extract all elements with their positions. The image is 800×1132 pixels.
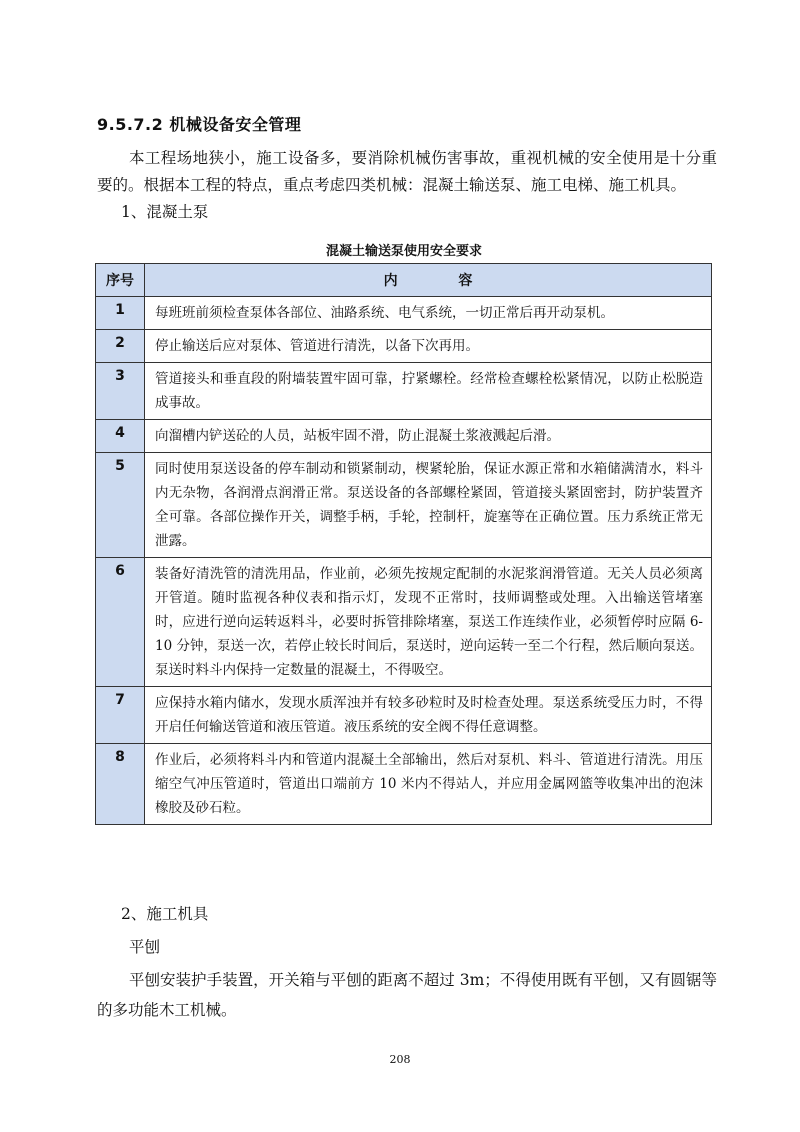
header-content: 内 容 <box>145 264 712 297</box>
row-content: 向溜槽内铲送砼的人员，站板牢固不滑，防止混凝土浆液溅起后滑。 <box>145 420 712 453</box>
table-row <box>96 420 712 453</box>
row-content: 管道接头和垂直段的附墙装置牢固可靠，拧紧螺栓。经常检查螺栓松紧情况，以防止松脱造成事故。 <box>145 363 712 420</box>
table-header-row <box>96 264 712 297</box>
safety-requirements-table <box>95 263 712 825</box>
table-row <box>96 687 712 744</box>
row-content: 每班班前须检查泵体各部位、油路系统、电气系统，一切正常后再开动泵机。 <box>145 297 712 330</box>
row-number: 1 <box>96 297 145 330</box>
planer-paragraph: 平刨安装护手装置，开关箱与平刨的距离不超过 3m；不得使用既有平刨，又有圆锯等的多功能木工机械。 <box>97 971 717 1019</box>
row-content: 同时使用泵送设备的停车制动和锁紧制动，楔紧轮胎，保证水源正常和水箱储满清水，料斗内无杂物，各润滑点润滑正常。泵送设备的各部螺栓紧固，管道接头紧固密封，防护装置齐全可靠。各部位操作开关，调整手柄，手轮，控制杆，旋塞等在正确位置。压力系统正常无泄露。 <box>145 453 712 558</box>
row-content: 停止输送后应对泵体、管道进行清洗，以备下次再用。 <box>145 330 712 363</box>
row-content: 应保持水箱内储水，发现水质浑浊并有较多砂粒时及时检查处理。泵送系统受压力时，不得开启任何输送管道和液压管道。液压系统的安全阀不得任意调整。 <box>145 687 712 744</box>
row-number: 7 <box>96 687 145 744</box>
table-row <box>96 363 712 420</box>
table-body <box>96 297 712 825</box>
row-number: 6 <box>96 558 145 687</box>
section-heading: 9.5.7.2 机械设备安全管理 <box>97 115 302 134</box>
page-number: 208 <box>389 1053 411 1066</box>
row-content: 作业后，必须将料斗内和管道内混凝土全部输出，然后对泵机、料斗、管道进行清洗。用压缩空气冲压管道时，管道出口端前方 10 米内不得站人，并应用金属网篮等收集冲出的泡沫橡胶及砂石粒。 <box>145 744 712 825</box>
table-row <box>96 744 712 825</box>
table-row <box>96 453 712 558</box>
table-row <box>96 330 712 363</box>
row-number: 4 <box>96 420 145 453</box>
table-caption: 混凝土输送泵使用安全要求 <box>325 244 482 259</box>
row-number: 3 <box>96 363 145 420</box>
header-no: 序号 <box>96 264 145 297</box>
row-number: 2 <box>96 330 145 363</box>
intro-paragraph: 本工程场地狭小，施工设备多，要消除机械伤害事故，重视机械的安全使用是十分重要的。根据本工程的特点，重点考虑四类机械：混凝土输送泵、施工电梯、施工机具。 <box>97 149 717 194</box>
table-row <box>96 297 712 330</box>
sub-heading-planer: 平刨 <box>129 938 161 956</box>
list-item-construction-tools: 2、施工机具 <box>121 905 209 923</box>
list-item-concrete-pump: 1、混凝土泵 <box>121 203 209 221</box>
table-row <box>96 558 712 687</box>
row-content: 装备好清洗管的清洗用品，作业前，必须先按规定配制的水泥浆润滑管道。无关人员必须离开管道。随时监视各种仪表和指示灯，发现不正常时，技师调整或处理。入出输送管堵塞时，应进行逆向运转返料斗，必要时拆管排除堵塞，泵送工作连续作业，必须暂停时应隔 6-10 分钟，泵送一次，若停止较长时间后，泵送时，逆向运转一至二个行程，然后顺向泵送。泵送时料斗内保持一定数量的混凝土，不得吸空。 <box>145 558 712 687</box>
row-number: 8 <box>96 744 145 825</box>
row-number: 5 <box>96 453 145 558</box>
